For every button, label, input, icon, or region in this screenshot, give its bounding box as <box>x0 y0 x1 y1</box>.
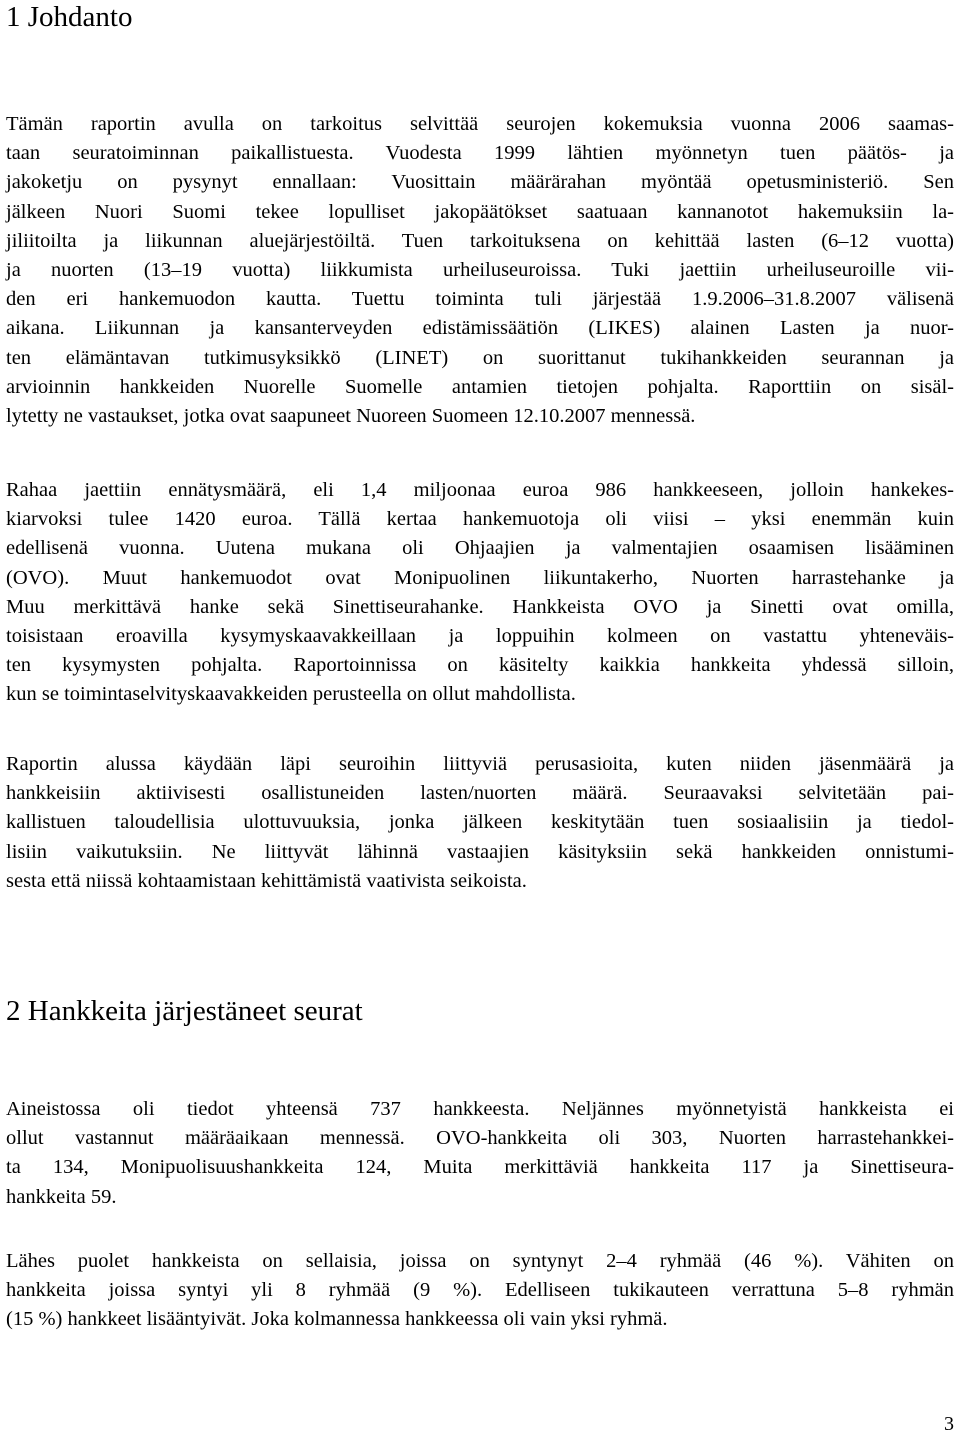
paragraph-intro-3 <box>6 750 954 896</box>
text-line: aikana. Liikunnan ja kansanterveyden edistämissäätiön (LIKES) alainen Lasten ja nuor- <box>6 317 954 340</box>
text-line: lytetty ne vastaukset, jotka ovat saapuneet Nuoreen Suomeen 12.10.2007 mennessä. <box>6 404 696 427</box>
text-line: ja nuorten (13–19 vuotta) liikkumista urheiluseuroissa. Tuki jaettiin urheiluseuroille vii- <box>6 258 954 281</box>
text-line: Lähes puolet hankkeista on sellaisia, joissa on syntynyt 2–4 ryhmää (46 %). Vähiten on <box>6 1250 954 1272</box>
text-line: kun se toimintaselvityskaavakkeiden perusteella on ollut mahdollista. <box>6 683 576 706</box>
text-line: ollut vastannut määräaikaan mennessä. OVO-hankkeita oli 303, Nuorten harrastehankkei- <box>6 1127 954 1150</box>
paragraph-intro-1 <box>6 110 954 431</box>
text-line: Aineistossa oli tiedot yhteensä 737 hankkeesta. Neljännes myönnetyistä hankkeista ei <box>6 1098 954 1120</box>
text-line: hankkeisiin aktiivisesti osallistuneiden lasten/nuorten määrä. Seuraavaksi selvitetään pai- <box>6 782 954 805</box>
text-line: arvioinnin hankkeiden Nuorelle Suomelle antamien tietojen pohjalta. Raporttiin on sisäl- <box>6 375 954 398</box>
text-line: ten kysymysten pohjalta. Raportoinnissa on käsitelty kaikkia hankkeita yhdessä silloin, <box>6 654 954 677</box>
section-heading-hankkeita: 2 Hankkeita järjestäneet seurat <box>6 995 363 1027</box>
text-line: kallistuen taloudellisia ulottuvuuksia, jonka jälkeen keskitytään tuen sosiaalisiin ja tiedol- <box>6 811 954 834</box>
text-line: (OVO). Muut hankemuodot ovat Monipuolinen liikuntakerho, Nuorten harrastehanke ja <box>6 566 954 589</box>
text-line: Muu merkittävä hanke sekä Sinettiseurahanke. Hankkeista OVO ja Sinetti ovat omilla, <box>6 595 954 618</box>
text-line: taan seuratoiminnan paikallistuesta. Vuodesta 1999 lähtien myönnetyn tuen päätös- ja <box>6 142 954 165</box>
text-line: jälkeen Nuori Suomi tekee lopulliset jakopäätökset saatuaan kannanotot hakemuksiin la- <box>6 200 954 223</box>
text-line: (15 %) hankkeet lisääntyivät. Joka kolmannessa hankkeessa oli vain yksi ryhmä. <box>6 1308 668 1331</box>
paragraph-intro-2 <box>6 476 954 710</box>
text-line: jakoketju on pysynyt ennallaan: Vuosittain määrärahan myöntää opetusministeriö. Sen <box>6 171 954 194</box>
text-line: hankkeita 59. <box>6 1185 117 1208</box>
text-line: Rahaa jaettiin ennätysmäärä, eli 1,4 miljoonaa euroa 986 hankkeeseen, jolloin hankekes- <box>6 479 954 501</box>
text-line: Tämän raportin avulla on tarkoitus selvittää seurojen kokemuksia vuonna 2006 saamas- <box>6 113 954 135</box>
text-line: hankkeita joissa syntyi yli 8 ryhmää (9 %). Edelliseen tukikauteen verrattuna 5–8 ryhmän <box>6 1279 954 1302</box>
page-number: 3 <box>944 1413 954 1435</box>
text-line: sesta että niissä kohtaamistaan kehittämistä vaativista seikoista. <box>6 869 527 892</box>
text-line: ta 134, Monipuolisuushankkeita 124, Muita merkittäviä hankkeita 117 ja Sinettiseura- <box>6 1156 954 1179</box>
text-line: den eri hankemuodon kautta. Tuettu toiminta tuli järjestää 1.9.2006–31.8.2007 välisenä <box>6 288 954 311</box>
text-line: ten elämäntavan tutkimusyksikkö (LINET) on suorittanut tukihankkeiden seurannan ja <box>6 346 954 369</box>
paragraph-hankkeet-1 <box>6 1095 954 1212</box>
text-line: kiarvoksi tulee 1420 euroa. Tällä kertaa hankemuotoja oli viisi – yksi enemmän kuin <box>6 508 954 531</box>
text-line: edellisenä vuonna. Uutena mukana oli Ohjaajien ja valmentajien osaamisen lisääminen <box>6 537 954 560</box>
text-line: jiliitoilta ja liikunnan aluejärjestöiltä. Tuen tarkoituksena on kehittää lasten (6–12 vuotta) <box>6 229 954 252</box>
text-line: lisiin vaikutuksiin. Ne liittyvät lähinnä vastaajien käsityksiin sekä hankkeiden onnistumi- <box>6 840 954 863</box>
paragraph-hankkeet-2 <box>6 1247 954 1335</box>
text-line: toisistaan eroavilla kysymyskaavakkeillaan ja loppuihin kolmeen on vastattu yhteneväis- <box>6 624 954 647</box>
section-heading-johdanto: 1 Johdanto <box>6 1 133 33</box>
text-line: Raportin alussa käydään läpi seuroihin liittyviä perusasioita, kuten niiden jäsenmäärä ja <box>6 753 954 775</box>
